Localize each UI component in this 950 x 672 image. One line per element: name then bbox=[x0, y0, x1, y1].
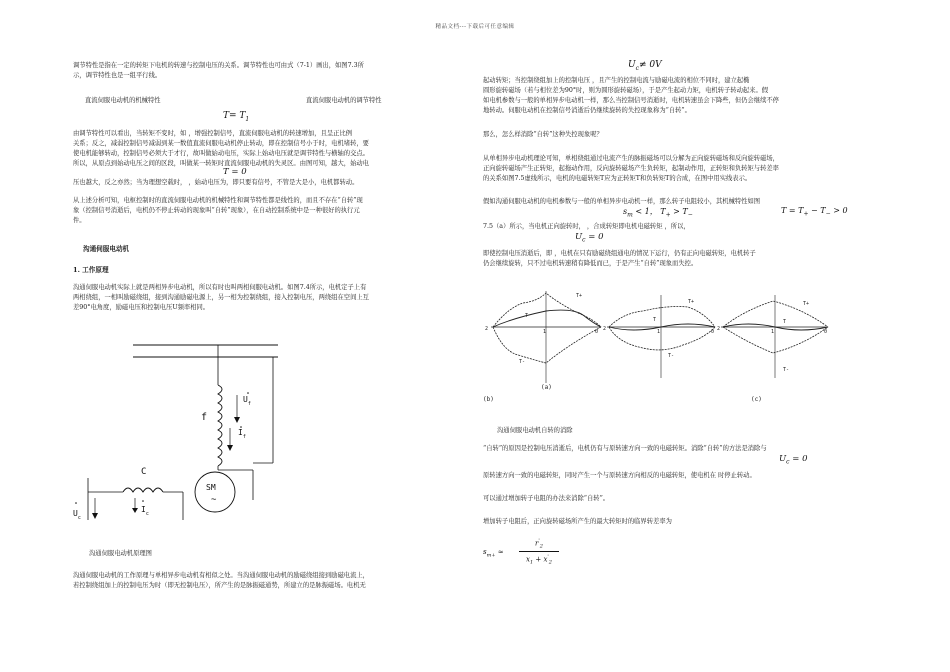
right-column: $U_c\ne 0V$ 起动转矩；当控制绕组加上的控制电压 ，且产生的控制电流与励磁电流的相位不同时，建立起椭 圆形旋转磁场（若与相位差为90°时，则为圆形旋转磁场），于是产生起动力矩，电机转子转动起来。假 如电机参数与一般的单相异步电动机一样，那么当控制信号消逝时，电机转速虽会下降些，但仍会继续不停 地转动。伺服电动机在控制信号消逝后仍继续旋转的失控现象称为“自转”。 那么，怎么样消除“自转”这种失控现象呢？ 从单相异步电动机理论可知，单相绕组通过电流产生的脉振磁场可以分解为正向旋转磁场和反向旋转磁场， 正向旋转磁场产生正转矩，起拖动作用，反向旋转磁场产生负转矩，起制动作用，正转矩和负转矩与转差率 的关系如图7.5虚线所示，电机的电磁转矩T应为正转矩T和负转矩T的合成，在图中用实线表示。 假如沟通伺服电动机的电机参数与一般的单相异步电动机一样，那么转子电阻较小，其机械特性如图 $s_m < 1$， $T_+ > T_-$ $T = T_+ - T_- > 0$ 7.5（a）所示，当电机正向旋转时， ，合成转矩即电机电磁转矩 ，所以， $U_c = 0$ 即使控制电压消逝后，即 ，电机在只有励磁绕组通电的情况下运行，仍有正向电磁转矩，电机转子 仍会继续旋转，只不过电机转速稍有降低而已，于是产生“自转”现象而失控。 T T+ T- 2 1 0 T T+ T- 2 1 0 T T+ T- 2 1 0 (a) (b) (c) 沟通伺服电动机自转的消除 “自转”的原因是控制电压消逝后，电机仍有与原转速方向一致的电磁转矩。消除“自转”的方法是消除与 $U_c = 0$ 原转速方向一致的电磁转矩，同时产生一个与原转速方向相反的电磁转矩，使电机在 时停止转动。 可以通过增加转子电阻的办法来消除“自转”。 增加转子电阻后，正向旋转磁场所产生的最大转矩时的临界转差率为 $s_{m+}$ ≈ $r'_2$ $x_1 + x'_2$ bbox=[483, 0, 878, 672]
equation-t-sum: $T = T_+ - T_- > 0$ bbox=[781, 206, 848, 218]
paragraph: 正向旋转磁场产生正转矩，起拖动作用，反向旋转磁场产生负转矩，起制动作用，正转矩和负转矩与转差率 bbox=[483, 165, 779, 172]
paragraph: 压也越大，反之亦然；当为理想空载时， ，始动电压为，即只要有信号，不管是大是小，电机都转动。 bbox=[73, 179, 359, 186]
equation-sm-lt-1: $s_m < 1$， $T_+ > T_-$ bbox=[623, 207, 693, 219]
equation-t-zero: T = 0 bbox=[223, 167, 247, 177]
section-heading-ac-servo: 沟通伺服电动机 bbox=[83, 245, 130, 253]
paragraph: 原转速方向一致的电磁转矩，同时产生一个与原转速方向相反的电磁转矩，使电机在 时停止转动。 bbox=[483, 472, 756, 479]
graph-c-t-label: T bbox=[783, 319, 787, 325]
label-uc: $U_c$ bbox=[73, 509, 81, 521]
paragraph: 仍会继续旋转，只不过电机转速稍有降低而已，于是产生“自转”现象而失控。 bbox=[483, 260, 698, 267]
paragraph: 从单相异步电动机理论可知，单相绕组通过电流产生的脉振磁场可以分解为正向旋转磁场和反向旋转磁场， bbox=[483, 155, 779, 162]
graph-a-axis-1: 1 bbox=[543, 329, 547, 335]
label-ic: $I_c$ bbox=[141, 505, 149, 517]
graph-b-t-label: T bbox=[653, 317, 657, 323]
paragraph: 象（控制信号消逝后，电机仍不停止转动的现象叫“自转”现象），在自动控制系统中是一种很好的执行元 bbox=[73, 207, 360, 214]
paragraph: 可以通过增加转子电阻的办法来消除“自转”。 bbox=[483, 495, 610, 502]
paragraph: 假如沟通伺服电动机的电机参数与一般的单相异步电动机一样，那么转子电阻较小，其机械特性如图 bbox=[483, 198, 761, 205]
paragraph: 即使控制电压消逝后，即 ，电机在只有励磁绕组通电的情况下运行，仍有正向电磁转矩，电机转子 bbox=[483, 250, 756, 257]
graph-a-t-label: T bbox=[525, 313, 529, 319]
graph-b-axis-1: 1 bbox=[657, 329, 661, 335]
graph-c-axis-1: 1 bbox=[771, 329, 775, 335]
figure-caption: 沟通伺服电动机自转的消除 bbox=[497, 427, 573, 434]
figure-b bbox=[603, 295, 715, 378]
paragraph: 关系；反之，减弱控制信号减弱到某一数值直流伺服电动机停止转动，即在控制信号小于时，电机堵转，要 bbox=[73, 140, 369, 147]
graph-c-axis-0: 0 bbox=[824, 329, 828, 335]
paragraph: 起动转矩；当控制绕组加上的控制电压 ，且产生的控制电流与励磁电流的相位不同时，建立起椭 bbox=[483, 77, 750, 84]
graph-c-tplus-label: T+ bbox=[803, 301, 810, 307]
caption-mech-characteristic: 直流伺服电动机的机械特性 bbox=[85, 97, 161, 104]
caption-b: (b) bbox=[483, 396, 494, 403]
left-column bbox=[73, 0, 466, 672]
paragraph: “自转”的原因是控制电压消逝后，电机仍有与原转速方向一致的电磁转矩。消除“自转”的方法是消除与 bbox=[483, 445, 767, 452]
paragraph: 的关系如图7.5虚线所示，电机的电磁转矩T应为正转矩T和负转矩T的合成，在图中用实线表示。 bbox=[483, 175, 752, 182]
motor-sm-label: SM bbox=[206, 483, 216, 492]
graph-a-tminus-label: T- bbox=[519, 359, 526, 365]
label-if: $I_f$ bbox=[238, 428, 246, 440]
caption-c: (c) bbox=[751, 396, 762, 403]
motor-ac-symbol: ~ bbox=[211, 495, 217, 505]
graph-b-axis-0: 0 bbox=[711, 329, 715, 335]
subsection-heading-working-principle: 1. 工作原理 bbox=[73, 266, 109, 274]
paragraph: 差90°电角度，励磁电压和控制电压U频率相同。 bbox=[73, 304, 210, 311]
graph-b-tminus-label: T- bbox=[668, 353, 675, 359]
paragraph: 示，调节特性也是一组平行线。 bbox=[73, 72, 162, 79]
equation-uc-zero: $U_c = 0$ bbox=[575, 232, 604, 244]
equation-t-equals-t1: $T= T_1$ bbox=[223, 111, 250, 123]
paragraph: 使电机能够转动，控制信号必须大于才行，故叫做始动电压，实际上始动电压就是调节特性与横轴的交点。 bbox=[73, 150, 369, 157]
graph-a-axis-2: 2 bbox=[485, 326, 489, 332]
figure-c bbox=[717, 295, 828, 378]
caption-a: (a) bbox=[541, 384, 552, 391]
paragraph: 沟通伺服电动机实际上就是两相异步电动机，所以有时也叫两相伺服电动机。如图7.4所示，电机定子上有 bbox=[73, 284, 367, 291]
paragraph: 7.5（a）所示，当电机正向旋转时， ，合成转矩即电机电磁转矩 ，所以， bbox=[483, 223, 690, 230]
paragraph: 件。 bbox=[73, 217, 86, 224]
figure-a bbox=[485, 291, 601, 383]
paragraph: 增加转子电阻后，正向旋转磁场所产生的最大转矩时的临界转差率为 bbox=[483, 518, 672, 525]
paragraph: 所以，从原点到始动电压之间的区段，叫做某一转矩时直流伺服电动机的失灵区。由图可知，越大，始动电 bbox=[73, 160, 369, 167]
label-uf: $U_f$ bbox=[243, 395, 251, 407]
graph-c-axis-2: 2 bbox=[717, 326, 721, 332]
graph-b-axis-2: 2 bbox=[603, 326, 607, 332]
equation-uc-neq-zero: $U_c\ne 0V$ bbox=[628, 60, 662, 72]
paragraph: 那么，怎么样消除“自转”这种失控现象呢？ bbox=[483, 131, 603, 138]
paragraph: 两相绕组，一相叫励磁绕组，接到沟通励磁电源上，另一相为控制绕组，接入控制电压，两绕组在空间上互 bbox=[73, 294, 369, 301]
paragraph: 调节特性是指在一定的转矩下电机的转速与控制电压的关系。调节特性也可由式（7-1）画出，如图7.3所 bbox=[73, 62, 364, 69]
torque-slip-figures bbox=[483, 283, 878, 403]
caption-reg-characteristic: 直流伺服电动机的调节特性 bbox=[306, 97, 382, 104]
graph-b-tplus-label: T+ bbox=[688, 299, 695, 305]
paragraph: 沟通伺服电动机的工作原理与单相异步电动机有相似之处。当沟通伺服电动机的励磁绕组接到励磁电流上， bbox=[73, 572, 369, 579]
paragraph: 从上述分析可知，电枢控制时的直流伺服电动机的机械特性和调节特性都是线性的，而且不存在“自转”现 bbox=[73, 197, 363, 204]
ac-servo-circuit-diagram bbox=[73, 330, 313, 530]
equation-uc-zero-b: $U_c = 0$ bbox=[779, 454, 808, 466]
graph-c-tminus-label: T- bbox=[783, 367, 790, 373]
graph-a-tplus-label: T+ bbox=[576, 293, 583, 299]
paragraph: 地转动。伺服电动机在控制信号消逝后仍继续旋转的失控现象称为“自转”。 bbox=[483, 107, 691, 114]
paragraph: 圆形旋转磁场（若与相位差为90°时，则为圆形旋转磁场），于是产生起动力矩，电机转子转动起来。假 bbox=[483, 87, 769, 94]
graph-a-axis-0: 0 bbox=[595, 329, 599, 335]
label-c: C bbox=[141, 467, 147, 477]
paragraph: 如电机参数与一般的单相异步电动机一样，那么当控制信号消逝时，电机转速虽会下降些，但仍会继续不停 bbox=[483, 97, 779, 104]
paragraph: 若控制绕组加上的控制电压为时（即无控制电压），所产生的是脉振磁通势，所建立的是脉振磁场。电机无 bbox=[73, 582, 366, 589]
label-f: f bbox=[201, 412, 208, 423]
page-header: 精品文档---下载后可任意编辑 bbox=[435, 24, 515, 30]
paragraph: 由调节特性可以看出，当转矩不变时，如 ，增强控制信号，直流伺服电动机的转速增加，且呈正比例 bbox=[73, 130, 353, 137]
figure-caption: 沟通伺服电动机原理图 bbox=[89, 550, 152, 557]
